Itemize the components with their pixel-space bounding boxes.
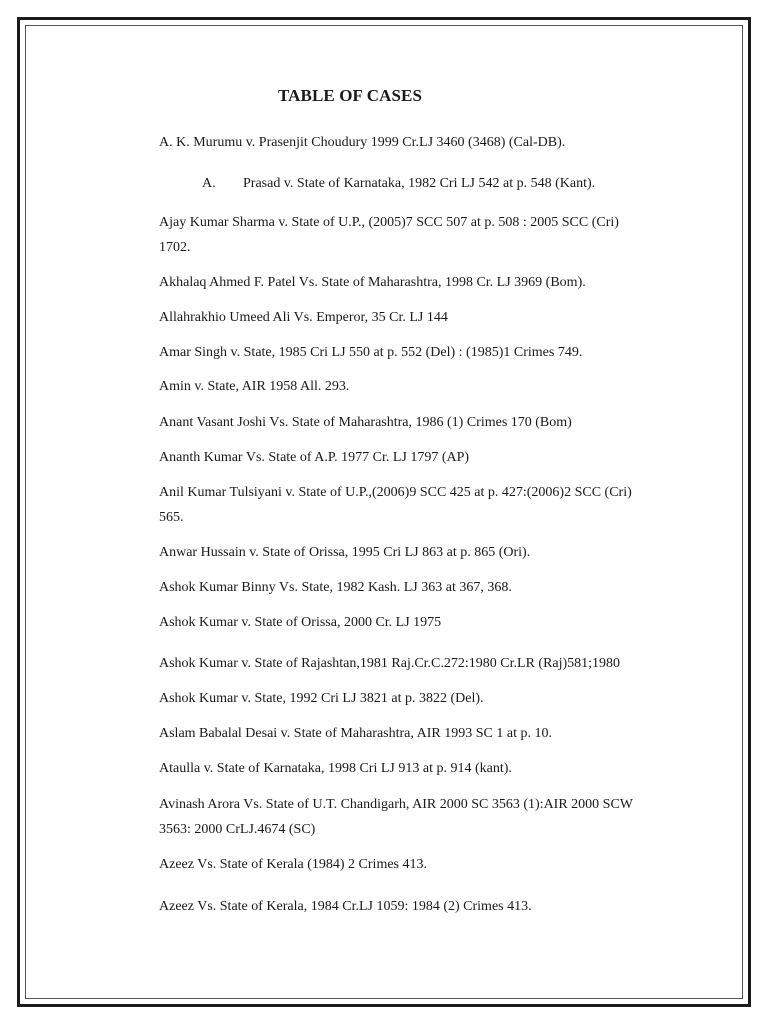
case-line: Aslam Babalal Desai v. State of Maharashtra, AIR 1993 SC 1 at p. 10. bbox=[159, 726, 552, 741]
case-entry bbox=[159, 445, 659, 470]
case-line: Prasad v. State of Karnataka, 1982 Cri LJ 542 at p. 548 (Kant). bbox=[243, 176, 596, 191]
case-entry bbox=[159, 575, 659, 600]
case-line: Azeez Vs. State of Kerala, 1984 Cr.LJ 1059: 1984 (2) Crimes 413. bbox=[159, 899, 532, 914]
case-line: A. K. Murumu v. Prasenjit Choudury 1999 Cr.LJ 3460 (3468) (Cal-DB). bbox=[159, 135, 566, 150]
case-entry bbox=[159, 792, 659, 842]
case-entry bbox=[159, 210, 659, 260]
case-entry bbox=[159, 410, 659, 435]
case-entry bbox=[159, 540, 659, 565]
case-line: 1702. bbox=[159, 240, 191, 255]
case-line: Azeez Vs. State of Kerala (1984) 2 Crimes 413. bbox=[159, 857, 427, 872]
case-line: Amar Singh v. State, 1985 Cri LJ 550 at p. 552 (Del) : (1985)1 Crimes 749. bbox=[159, 345, 583, 360]
case-entry bbox=[159, 340, 659, 365]
page-title: TABLE OF CASES bbox=[278, 86, 423, 105]
case-line: Ashok Kumar v. State, 1992 Cri LJ 3821 at p. 3822 (Del). bbox=[159, 691, 484, 706]
case-entry bbox=[159, 651, 659, 676]
case-entry bbox=[159, 480, 659, 530]
case-line: 565. bbox=[159, 510, 184, 525]
case-line: Ashok Kumar v. State of Orissa, 2000 Cr. LJ 1975 bbox=[159, 615, 442, 630]
case-entry bbox=[159, 130, 659, 155]
case-line: Anant Vasant Joshi Vs. State of Maharashtra, 1986 (1) Crimes 170 (Bom) bbox=[159, 415, 572, 430]
case-line: Ananth Kumar Vs. State of A.P. 1977 Cr. LJ 1797 (AP) bbox=[159, 450, 470, 465]
case-entry bbox=[159, 610, 659, 635]
case-line: Allahrakhio Umeed Ali Vs. Emperor, 35 Cr. LJ 144 bbox=[159, 310, 448, 325]
case-entry bbox=[159, 721, 659, 746]
case-entry bbox=[159, 852, 659, 877]
case-line: Ataulla v. State of Karnataka, 1998 Cri LJ 913 at p. 914 (kant). bbox=[159, 761, 512, 776]
case-line: Anil Kumar Tulsiyani v. State of U.P.,(2006)9 SCC 425 at p. 427:(2006)2 SCC (Cri) bbox=[159, 485, 632, 500]
case-line: Avinash Arora Vs. State of U.T. Chandigarh, AIR 2000 SC 3563 (1):AIR 2000 SCW bbox=[159, 797, 634, 812]
case-entry bbox=[159, 756, 659, 781]
case-line: Ashok Kumar v. State of Rajashtan,1981 Raj.Cr.C.272:1980 Cr.LR (Raj)581;1980 bbox=[159, 656, 621, 671]
case-line: Amin v. State, AIR 1958 All. 293. bbox=[159, 379, 350, 394]
case-line: Akhalaq Ahmed F. Patel Vs. State of Maharashtra, 1998 Cr. LJ 3969 (Bom). bbox=[159, 275, 586, 290]
case-entry bbox=[159, 305, 659, 330]
case-line: Ajay Kumar Sharma v. State of U.P., (2005)7 SCC 507 at p. 508 : 2005 SCC (Cri) bbox=[159, 215, 619, 230]
case-line: Ashok Kumar Binny Vs. State, 1982 Kash. LJ 363 at 367, 368. bbox=[159, 580, 512, 595]
case-line: Anwar Hussain v. State of Orissa, 1995 Cri LJ 863 at p. 865 (Ori). bbox=[159, 545, 531, 560]
case-entry bbox=[159, 270, 659, 295]
case-entry bbox=[159, 374, 659, 399]
case-entry bbox=[159, 686, 659, 711]
case-entry bbox=[159, 171, 659, 196]
case-prefix: A. bbox=[202, 176, 216, 191]
case-line: 3563: 2000 CrLJ.4674 (SC) bbox=[159, 822, 316, 837]
case-entry bbox=[159, 894, 659, 919]
